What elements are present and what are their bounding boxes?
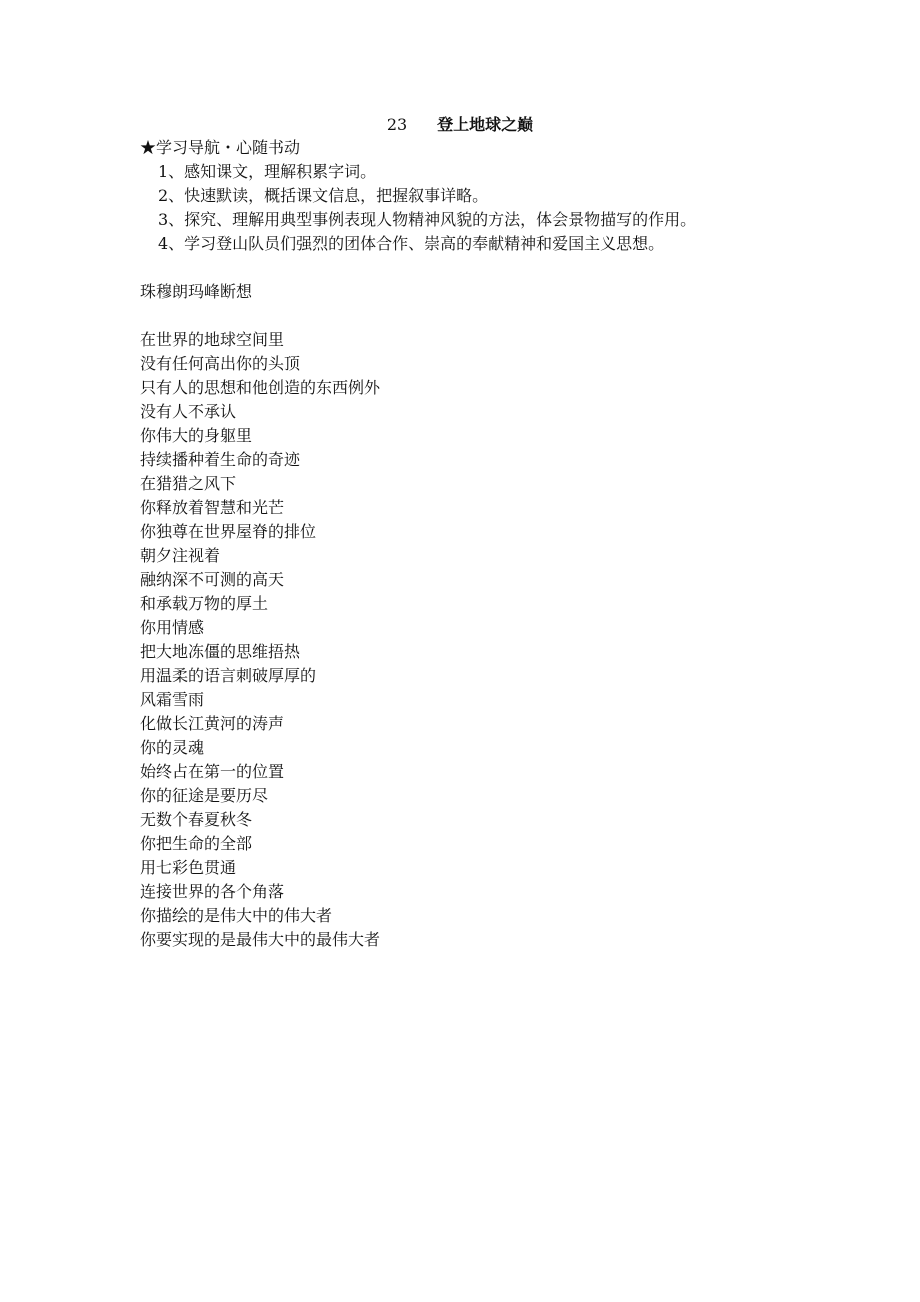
poem-line: 你独尊在世界屋脊的排位 bbox=[140, 522, 317, 541]
poem-line: 你释放着智慧和光芒 bbox=[140, 498, 285, 517]
poem-line: 无数个春夏秋冬 bbox=[140, 810, 253, 829]
poem-line: 你描绘的是伟大中的伟大者 bbox=[140, 906, 333, 925]
poem-title: 珠穆朗玛峰断想 bbox=[140, 282, 253, 301]
learning-goal: 4、学习登山队员们强烈的团体合作、崇高的奉献精神和爱国主义思想。 bbox=[158, 234, 665, 253]
poem-line: 和承载万物的厚土 bbox=[140, 594, 269, 613]
blank-line bbox=[140, 304, 840, 328]
learning-goal: 1、感知课文，理解积累字词。 bbox=[158, 162, 377, 181]
poem-line: 化做长江黄河的涛声 bbox=[140, 714, 285, 733]
poem-line: 你的灵魂 bbox=[140, 738, 205, 757]
lesson-title-text: 登上地球之巅 bbox=[437, 115, 534, 134]
poem-line: 把大地冻僵的思维捂热 bbox=[140, 642, 301, 661]
poem-line: 你的征途是要历尽 bbox=[140, 786, 269, 805]
poem-line: 用七彩色贯通 bbox=[140, 858, 237, 877]
poem-line: 没有人不承认 bbox=[140, 402, 237, 421]
poem-line: 连接世界的各个角落 bbox=[140, 882, 285, 901]
poem-line: 只有人的思想和他创造的东西例外 bbox=[140, 378, 381, 397]
poem-body bbox=[140, 328, 840, 952]
poem-line: 在世界的地球空间里 bbox=[140, 330, 285, 349]
poem-line: 你要实现的是最伟大中的最伟大者 bbox=[140, 930, 381, 949]
poem-line: 融纳深不可测的高天 bbox=[140, 570, 285, 589]
learning-goals-list bbox=[140, 160, 840, 256]
poem-line: 始终占在第一的位置 bbox=[140, 762, 285, 781]
poem-line: 风霜雪雨 bbox=[140, 690, 205, 709]
section-heading: ★学习导航・心随书动 bbox=[140, 138, 301, 157]
poem-line: 没有任何高出你的头顶 bbox=[140, 354, 301, 373]
poem-line: 你伟大的身躯里 bbox=[140, 426, 253, 445]
poem-line: 持续播种着生命的奇迹 bbox=[140, 450, 301, 469]
poem-line: 你用情感 bbox=[140, 618, 205, 637]
lesson-number: 23 bbox=[386, 115, 408, 134]
poem-line: 用温柔的语言刺破厚厚的 bbox=[140, 666, 317, 685]
poem-line: 在猎猎之风下 bbox=[140, 474, 237, 493]
document-body bbox=[140, 136, 840, 952]
learning-goal: 2、快速默读，概括课文信息，把握叙事详略。 bbox=[158, 186, 489, 205]
learning-goal: 3、探究、理解用典型事例表现人物精神风貌的方法，体会景物描写的作用。 bbox=[158, 210, 697, 229]
lesson-title bbox=[0, 113, 920, 137]
poem-line: 朝夕注视着 bbox=[140, 546, 221, 565]
poem-line: 你把生命的全部 bbox=[140, 834, 253, 853]
blank-line bbox=[140, 256, 840, 280]
